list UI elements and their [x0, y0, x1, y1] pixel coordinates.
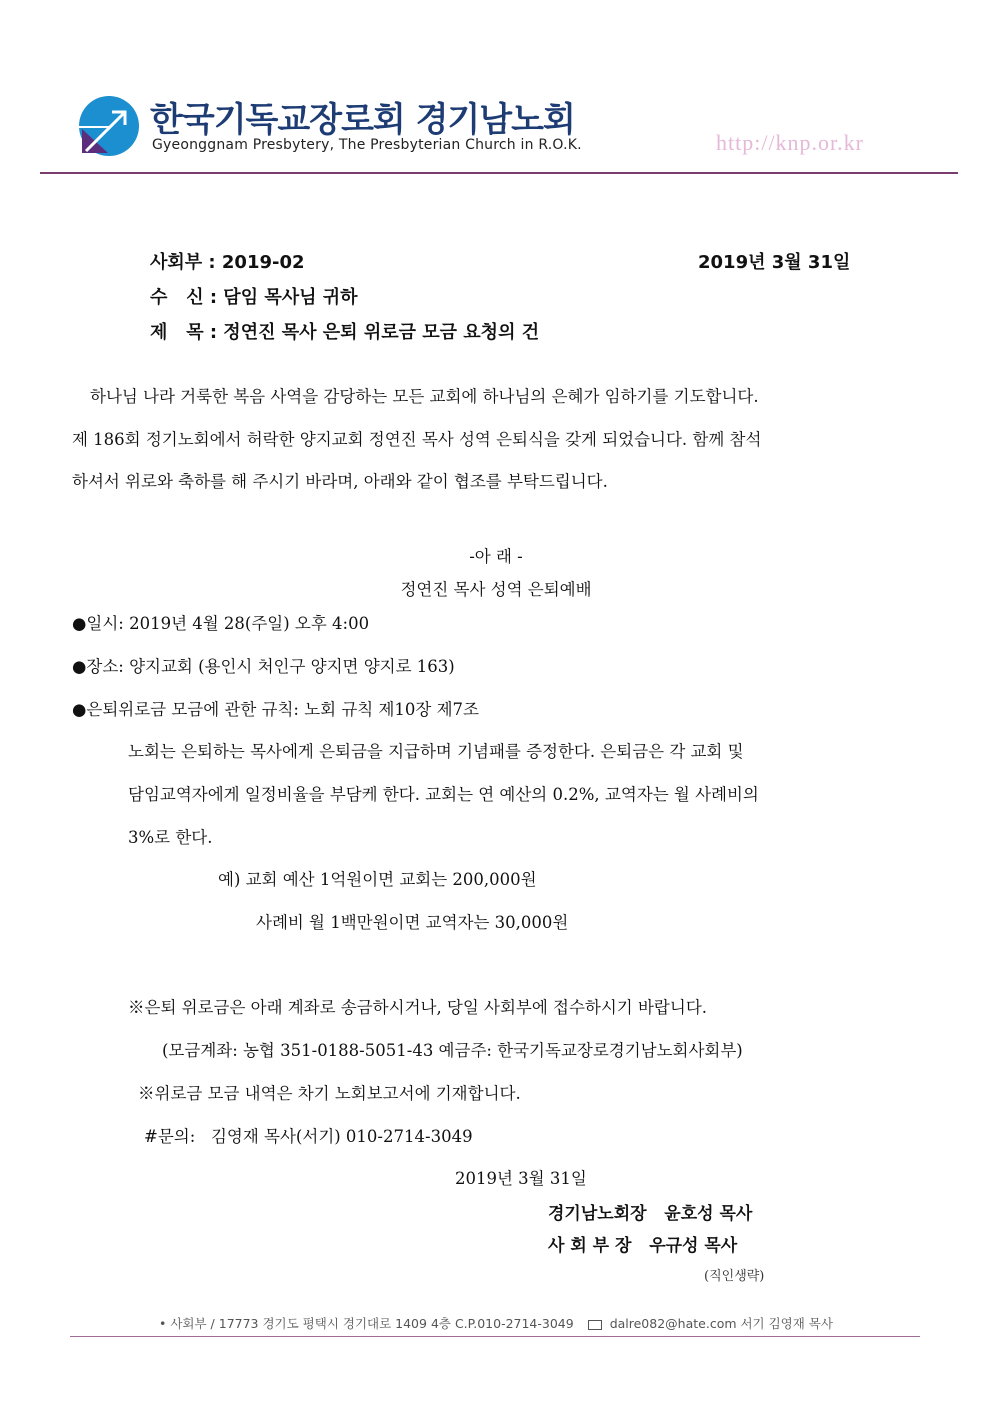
recipient: 수 신 : 담임 목사님 귀하	[150, 287, 358, 308]
org-subtitle: Gyeonggnam Presbytery, The Presbyterian Church in R.O.K.	[152, 137, 582, 153]
org-url[interactable]: http://knp.or.kr	[716, 130, 864, 155]
body-line-1: 하나님 나라 거룩한 복음 사역을 감당하는 모든 교회에 하나님의 은혜가 임하기를 기도합니다.	[90, 387, 759, 406]
logo-icon	[78, 95, 140, 157]
event-place: ●장소: 양지교회 (용인시 처인구 양지면 양지로 163)	[72, 657, 455, 676]
footer-email[interactable]: dalre082@hate.com 서기 김영재 목사	[609, 1316, 833, 1331]
example-church: 예) 교회 예산 1억원이면 교회는 200,000원	[218, 870, 537, 889]
rule-line-2: 담임교역자에게 일정비율을 부담케 한다. 교회는 연 예산의 0.2%, 교역자는 월 사례비의	[128, 785, 759, 804]
signature-date: 2019년 3월 31일	[455, 1169, 587, 1188]
rule-line-1: 노회는 은퇴하는 목사에게 은퇴금을 지급하며 기념패를 증정한다. 은퇴금은 각 교회 및	[128, 742, 744, 761]
body-line-2: 제 186회 정기노회에서 허락한 양지교회 정연진 목사 성역 은퇴식을 갖게 되었습니다. 함께 참석	[72, 430, 762, 449]
note-contact: #문의: 김영재 목사(서기) 010-2714-3049	[144, 1127, 473, 1146]
note-remittance: ※은퇴 위로금은 아래 계좌로 송금하시거나, 당일 사회부에 접수하시기 바랍니다.	[128, 998, 707, 1017]
rule-title: ●은퇴위로금 모금에 관한 규칙: 노회 규칙 제10장 제7조	[72, 700, 479, 719]
footer-divider	[70, 1336, 920, 1337]
example-minister: 사례비 월 1백만원이면 교역자는 30,000원	[256, 913, 569, 932]
org-title: 한국기독교장로회 경기남노회	[150, 100, 575, 140]
subject: 제 목 : 정연진 목사 은퇴 위로금 모금 요청의 건	[150, 322, 540, 343]
signature-social-dept: 사 회 부 장 우규성 목사	[548, 1236, 738, 1256]
note-account: (모금계좌: 농협 351-0188-5051-43 예금주: 한국기독교장로경기남노회사회부)	[162, 1041, 743, 1060]
event-title: 정연진 목사 성역 은퇴예배	[400, 580, 592, 599]
header-divider	[40, 172, 958, 174]
note-report: ※위로금 모금 내역은 차기 노회보고서에 기재합니다.	[138, 1084, 521, 1103]
document-number: 사회부 : 2019-02	[150, 252, 305, 273]
envelope-icon	[588, 1320, 602, 1330]
rule-line-3: 3%로 한다.	[128, 828, 213, 847]
seal-omitted-note: (직인생략)	[704, 1269, 765, 1284]
footer	[0, 1314, 992, 1332]
document-date: 2019년 3월 31일	[698, 252, 851, 273]
details-heading: -아 래 -	[469, 547, 523, 566]
event-datetime: ●일시: 2019년 4월 28(주일) 오후 4:00	[72, 614, 370, 633]
footer-address: • 사회부 / 17773 경기도 평택시 경기대로 1409 4층 C.P.010-2714-3049	[159, 1316, 574, 1331]
body-line-3: 하셔서 위로와 축하를 해 주시기 바라며, 아래와 같이 협조를 부탁드립니다.	[72, 472, 608, 491]
signature-moderator: 경기남노회장 윤호성 목사	[548, 1204, 753, 1224]
